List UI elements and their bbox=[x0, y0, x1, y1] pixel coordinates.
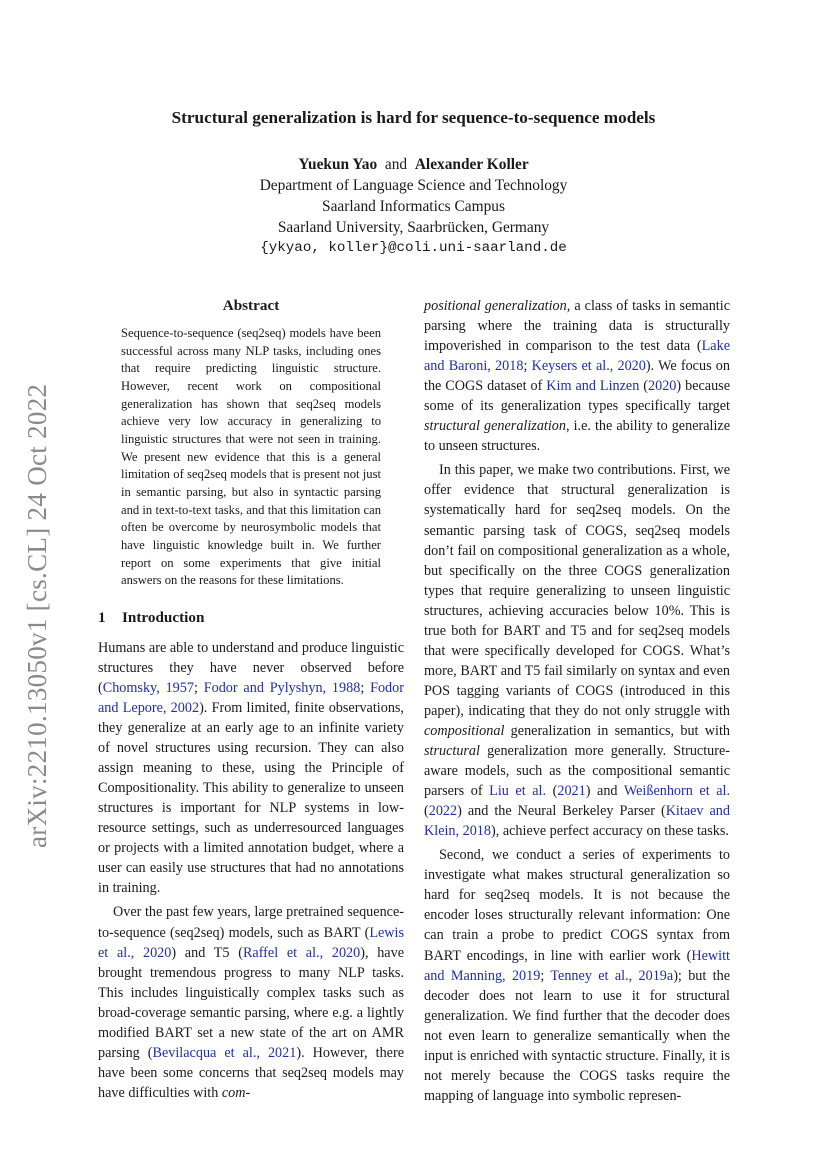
italic-run: structural bbox=[424, 743, 480, 760]
citation-link[interactable]: Fodor and Pylyshyn, 1988 bbox=[203, 679, 361, 696]
abstract-heading: Abstract bbox=[222, 297, 280, 314]
citation-link[interactable]: Raffel et al., 2020 bbox=[242, 944, 361, 961]
intro-paragraph-1 bbox=[98, 638, 404, 899]
affiliation-line-2: Saarland Informatics Campus bbox=[322, 198, 505, 215]
text-run: , a class of tasks in semantic parsing where the training data is structurally impoverished in comparison to the test data ( bbox=[424, 298, 730, 355]
intro-paragraph-5 bbox=[424, 845, 730, 1106]
citation-link[interactable]: Liu et al. bbox=[489, 783, 547, 800]
text-run: ). However, there have been some concerns that seq2seq models may have difficulties with bbox=[98, 1044, 404, 1101]
author-email: {ykyao, koller}@coli.uni-saarland.de bbox=[260, 240, 567, 256]
left-column bbox=[98, 296, 404, 1103]
italic-run: com- bbox=[221, 1084, 251, 1101]
author-1: Yuekun Yao bbox=[298, 156, 378, 173]
text-run: ; bbox=[523, 358, 532, 375]
intro-paragraph-2 bbox=[98, 902, 404, 1102]
text-run: generalization more generally. Structure-aware models, such as the compositional semantic parsers of bbox=[424, 743, 730, 800]
text-run: ), have brought tremendous progress to many NLP tasks. This includes linguistically complex tasks such as broad-coverage semantic parsing, where e.g. a lightly modified BART set a new state of the art on AMR parsing ( bbox=[98, 944, 404, 1061]
text-run: and the Neural Berkeley Parser ( bbox=[461, 803, 666, 820]
citation-year-link[interactable]: 2021 bbox=[557, 783, 586, 800]
author-and: and bbox=[384, 156, 408, 173]
abstract-text: Sequence-to-sequence (seq2seq) models have been successful across many NLP tasks, including ones that require predicting linguistic structure. However, recent work on compositional generalization has shown that seq2seq models achieve very low accuracy in generalizing to linguistic structures that were not seen in training. We present new evidence that this is a general limitation of seq2seq models that is present not just in semantic parsing, but also in syntactic parsing and in text-to-text tasks, and that this limitation can often be overcome by neurosymbolic models that have linguistic knowledge built in. We further report on some experiments that give initial answers on the reasons for these limitations. bbox=[121, 326, 381, 588]
text-run: ). From limited, finite observations, they generalize at an early age to an infinite variety of novel structures using recursion. They can also assign meaning to these, using the Principle of Compositionality. This ability to generalize to unseen structures is important for NLP systems in low-resource settings, such as underresourced languages or projects with a limited annotation budget, where a user can easily use structures that had no annotations in training. bbox=[98, 699, 404, 897]
citation-link[interactable]: Lewis et al., 2020 bbox=[98, 924, 404, 961]
italic-run: compositional bbox=[424, 722, 505, 739]
text-run: Over the past few years, large pretrained sequence-to-sequence (seq2seq) models, such as BART ( bbox=[98, 904, 404, 941]
text-run: Humans are able to understand and produce linguistic structures they have never observed before ( bbox=[98, 639, 404, 696]
citation-link[interactable]: Kim and Linzen bbox=[546, 378, 640, 395]
text-run: generalization in semantics, but with bbox=[504, 722, 730, 739]
text-run: ). We focus on the COGS dataset of bbox=[424, 358, 730, 395]
citation-link[interactable]: Hewitt and Manning, 2019 bbox=[424, 947, 730, 984]
citation-link[interactable]: Fodor and Lepore, 2002 bbox=[98, 679, 404, 716]
citation-link[interactable]: Bevilacqua et al., 2021 bbox=[152, 1044, 297, 1061]
intro-paragraph-4: In this paper, we make two contributions. First, we offer evidence that structural generalization is systematically hard for seq2seq models. On the semantic parsing task of COGS, seq2seq models don’t fail on compositional generalization as a whole, but specifically on the three COGS generalization types that require generalizing to unseen linguistic structures, achieving accuracies below 10%. This is true both for BART and T5 and for seq2seq models that were specifically developed for COGS. What’s more, BART and T5 fail similarly on syntax and even POS tagging variants of COGS (introduced in this paper), indicating that they do not only struggle with compositional generalization in semantics, but with structural generalization more generally. Structure-aware models, such as the compositional semantic parsers of Liu et al. (2021) and Weißenhorn et al. (2022) and the Neural Berkeley Parser (Kitaev and Klein, 2018), achieve perfect accuracy on these tasks. bbox=[424, 462, 731, 840]
citation-link[interactable]: Chomsky, 1957 bbox=[102, 679, 194, 696]
text-run: , i.e. the ability to generalize to unseen structures. bbox=[424, 418, 730, 455]
arxiv-identifier: arXiv:2210.13050v1 [cs.CL] 24 Oct 2022 bbox=[22, 383, 52, 848]
italic-run: positional generalization bbox=[424, 298, 567, 314]
text-run: ); but the decoder does not learn to use it for structural generalization. We find further that the decoder does not even learn to generalize semantically when the input is enriched with syntactic structure. Finally, it is not merely because the COGS tasks require the mapping of language into symbolic represen- bbox=[424, 967, 730, 1104]
citation-link[interactable]: Tenney et al., 2019a bbox=[550, 967, 674, 984]
affiliation-line-1: Department of Language Science and Technology bbox=[259, 177, 568, 194]
text-run: ), achieve perfect accuracy on these tasks. bbox=[491, 823, 729, 840]
text-run: ; bbox=[360, 679, 371, 696]
text-run: ) and T5 ( bbox=[171, 944, 243, 961]
section-heading-introduction bbox=[98, 608, 404, 628]
text-run: ; bbox=[540, 967, 551, 984]
citation-year-link[interactable]: 2022 bbox=[428, 803, 458, 820]
author-2: Alexander Koller bbox=[414, 156, 529, 173]
text-run: ; bbox=[193, 679, 204, 696]
paper-title: Structural generalization is hard for sequence-to-sequence models bbox=[171, 108, 656, 127]
intro-paragraph-3: positional generalization, a class of tasks in semantic parsing where the training data is structurally impoverished in comparison to the test data (Lake and Baroni, 2018; Keysers et al., 2020). We focus on the COGS dataset of Kim and Linzen (2020) because some of its generalization types specifically target structural generalization, i.e. the ability to generalize to unseen structures. bbox=[424, 298, 730, 455]
author-names bbox=[0, 154, 827, 175]
citation-link[interactable]: Kitaev and Klein, 2018 bbox=[424, 803, 730, 840]
affiliation-line-3: Saarland University, Saarbrücken, Germany bbox=[277, 219, 550, 236]
citation-year-link[interactable]: 2020 bbox=[648, 378, 677, 395]
author-block bbox=[0, 154, 827, 259]
text-run: In this paper, we make two contributions. First, we offer evidence that structural generalization is systematically hard for seq2seq models. On the semantic parsing task of COGS, seq2seq models don’t fail on compositional generalization as a whole, but specifically on the three COGS generalization types that require generalizing to unseen linguistic structures, achieving accuracies below 10%. This is true both for BART and T5 and for seq2seq models that were specifically developed for COGS. What’s more, BART and T5 fail similarly on syntax and even POS tagging variants of COGS (introduced in this paper), indicating that they do not only struggle with bbox=[424, 462, 730, 719]
section-number: 1 bbox=[98, 608, 106, 626]
text-run: and bbox=[590, 783, 624, 800]
citation-link[interactable]: Weißenhorn et al. bbox=[623, 783, 731, 800]
text-run: Second, we conduct a series of experiments to investigate what makes structural generalization so hard for seq2seq models. It is not because the encoder loses structurally relevant information: One can train a probe to predict COGS syntax from BART encodings, in line with earlier work ( bbox=[424, 847, 730, 964]
citation-link[interactable]: Keysers et al., 2020 bbox=[531, 358, 646, 375]
section-title: Introduction bbox=[122, 608, 205, 626]
citation-link[interactable]: Lake and Baroni, 2018 bbox=[424, 338, 730, 375]
right-column bbox=[424, 296, 730, 1106]
italic-run: structural generalization bbox=[424, 418, 566, 435]
text-run: because some of its generalization types specifically target bbox=[424, 378, 730, 415]
